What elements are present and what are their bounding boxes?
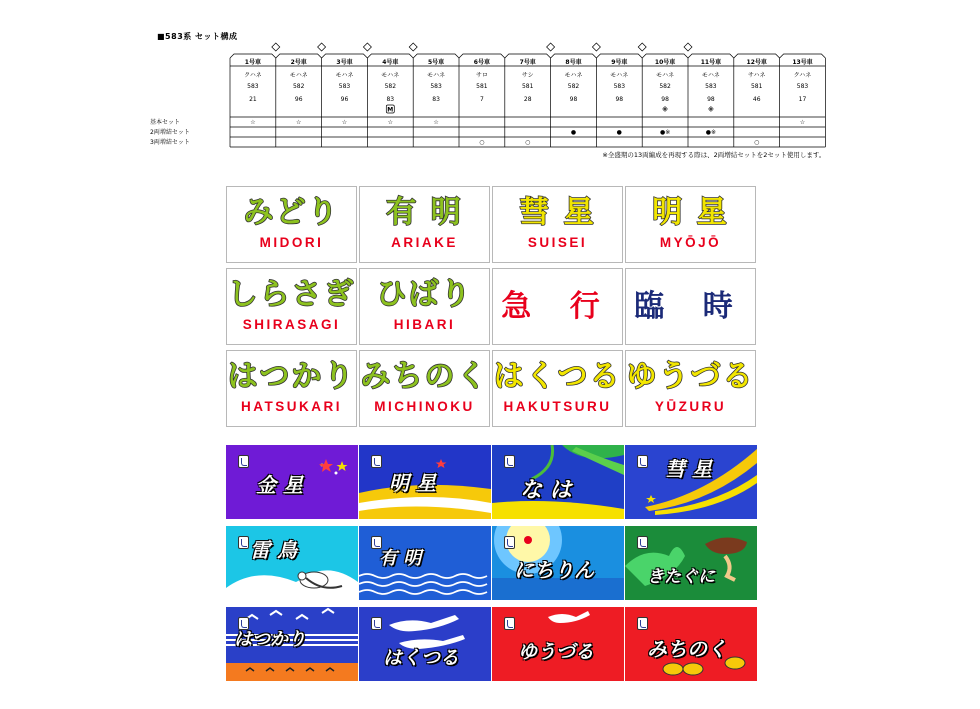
car-type: サハネ xyxy=(747,72,766,79)
coupler-mark xyxy=(592,43,600,51)
name-board-romaji: HAKUTSURU xyxy=(503,399,612,414)
name-board-romaji: YŪZURU xyxy=(654,399,727,414)
car-serial: 98 xyxy=(615,96,624,103)
car-number: 12号車 xyxy=(746,59,767,66)
set-mark: ☆ xyxy=(341,119,348,126)
car-type: モハネ xyxy=(610,72,629,79)
headmark-title: な は xyxy=(520,478,572,503)
car-type: モハネ xyxy=(289,72,308,79)
car-serial: 98 xyxy=(661,96,669,103)
headmark xyxy=(226,445,358,519)
car-header-outline xyxy=(551,54,597,58)
name-board xyxy=(492,186,623,263)
name-boards-grid xyxy=(226,186,758,426)
car-type: モハネ xyxy=(427,72,446,79)
name-board-japanese: ひばり xyxy=(376,277,473,312)
car-series: 582 xyxy=(384,83,397,90)
car-number: 5号車 xyxy=(428,59,445,66)
headmark-title: 彗 星 xyxy=(665,457,712,481)
car-type: クハネ xyxy=(793,72,812,79)
name-board-japanese: ゆうづる xyxy=(626,359,755,394)
name-board-romaji: HIBARI xyxy=(393,317,456,332)
name-board xyxy=(226,186,357,263)
car-number: 9号車 xyxy=(611,59,628,66)
coupler-mark xyxy=(684,43,692,51)
car-series: 582 xyxy=(292,83,305,90)
car-serial: 98 xyxy=(569,96,578,103)
headmark-title: 明 星 xyxy=(389,471,436,495)
car-type: モハネ xyxy=(564,72,583,79)
car-header-outline xyxy=(367,54,413,58)
car-series: 583 xyxy=(247,83,259,90)
car-number: 8号車 xyxy=(565,59,582,66)
jnr-emblem-icon xyxy=(504,617,515,630)
car-type: モハネ xyxy=(701,72,720,79)
jnr-emblem-icon xyxy=(371,455,382,468)
coupler-mark xyxy=(272,43,280,51)
car-serial: 83 xyxy=(386,96,395,103)
name-board-japanese: はくつる xyxy=(493,359,622,394)
car-serial: 21 xyxy=(249,96,257,103)
name-board-japanese: 明 星 xyxy=(652,195,729,230)
name-board xyxy=(226,268,357,345)
set-mark: ☆ xyxy=(296,119,302,126)
headmark xyxy=(492,445,624,519)
headmark-title: にちりん xyxy=(514,558,594,582)
car-serial: 28 xyxy=(523,96,532,103)
set-label: 3両増結セット xyxy=(150,139,190,146)
car-number: 7号車 xyxy=(519,59,536,66)
name-board-romaji: HATSUKARI xyxy=(241,399,342,414)
headmark xyxy=(492,526,624,600)
jnr-emblem-icon xyxy=(238,455,249,468)
car-header-outline xyxy=(780,54,826,58)
jnr-emblem-icon xyxy=(637,455,648,468)
headmark xyxy=(625,526,757,600)
name-board xyxy=(625,350,756,427)
set-mark: ☆ xyxy=(433,119,439,126)
name-board-romaji: MYŌJŌ xyxy=(659,235,722,250)
name-board-japanese: みどり xyxy=(243,195,340,230)
car-type: サシ xyxy=(521,72,534,79)
car-header-outline xyxy=(596,54,642,58)
set-label: 2両増結セット xyxy=(150,129,190,136)
headmark xyxy=(359,607,491,681)
name-board xyxy=(492,350,623,427)
name-board xyxy=(492,268,623,345)
car-serial: 96 xyxy=(340,96,349,103)
set-mark: ○ xyxy=(479,139,485,146)
car-header-outline xyxy=(459,54,505,58)
car-series: 583 xyxy=(430,83,442,90)
car-number: 13号車 xyxy=(792,59,813,66)
car-header-outline xyxy=(505,54,551,58)
set-composition-table xyxy=(148,41,828,166)
set-mark: ●※ xyxy=(659,129,671,136)
name-board xyxy=(625,186,756,263)
name-board-japanese: 臨 時 xyxy=(634,289,747,324)
car-series: 583 xyxy=(338,83,351,90)
car-serial: 17 xyxy=(798,96,807,103)
car-series: 581 xyxy=(750,83,763,90)
car-series: 582 xyxy=(567,83,580,90)
car-number: 4号車 xyxy=(382,59,399,66)
car-number: 3号車 xyxy=(336,59,353,66)
car-note: ※ xyxy=(707,106,714,114)
car-serial: 46 xyxy=(752,96,761,103)
name-board xyxy=(359,350,490,427)
set-label: 基本セット xyxy=(150,119,181,126)
headmark-title: はくつる xyxy=(383,647,460,669)
headmark-title: 金 星 xyxy=(256,473,303,497)
name-board xyxy=(359,186,490,263)
car-number: 1号車 xyxy=(244,59,261,66)
set-mark: ●※ xyxy=(705,129,717,136)
coupler-mark xyxy=(638,43,646,51)
coupler-mark xyxy=(318,43,326,51)
set-mark: ☆ xyxy=(387,119,393,126)
car-series: 583 xyxy=(705,83,717,90)
car-header-outline xyxy=(230,54,276,58)
headmark xyxy=(359,445,491,519)
car-type: モハネ xyxy=(656,72,675,79)
headmark-title: きたぐに xyxy=(647,567,715,587)
set-mark: ○ xyxy=(525,139,531,146)
coupler-mark xyxy=(363,43,371,51)
jnr-emblem-icon xyxy=(371,617,382,630)
page-title: ■583系 セット構成 xyxy=(157,32,238,41)
car-series: 581 xyxy=(476,83,488,90)
name-board-romaji: SHIRASAGI xyxy=(242,317,341,332)
set-mark: ○ xyxy=(754,139,760,146)
car-header-outline xyxy=(322,54,368,58)
car-number: 10号車 xyxy=(654,59,676,66)
car-header-outline xyxy=(734,54,780,58)
name-board xyxy=(625,268,756,345)
name-board-japanese: 急 行 xyxy=(501,289,614,324)
car-serial: 7 xyxy=(479,96,484,103)
set-mark: ● xyxy=(570,129,577,136)
jnr-emblem-icon xyxy=(504,536,515,549)
name-board-romaji: MICHINOKU xyxy=(374,399,475,414)
car-series: 581 xyxy=(521,83,534,90)
car-series: 582 xyxy=(659,83,671,90)
name-board-japanese: しらさぎ xyxy=(227,277,356,312)
jnr-emblem-icon xyxy=(238,536,249,549)
headmark-title: ゆうづる xyxy=(518,641,595,663)
headmark-title: はつかり xyxy=(234,629,306,650)
table-footnote: ※全盛期の13両編成を再現する際は、2両増結セットを2セット使用します。 xyxy=(602,151,826,159)
set-mark: ☆ xyxy=(250,119,256,126)
headmark xyxy=(359,526,491,600)
name-board-romaji: ARIAKE xyxy=(391,235,458,250)
car-note: M xyxy=(387,106,394,114)
car-header-outline xyxy=(413,54,459,58)
jnr-emblem-icon xyxy=(637,536,648,549)
name-board-japanese: はつかり xyxy=(227,359,356,394)
car-serial: 98 xyxy=(707,96,715,103)
headmarks-grid xyxy=(226,445,756,682)
set-mark: ☆ xyxy=(799,119,806,126)
car-serial: 83 xyxy=(432,96,440,103)
name-board-japanese: みちのく xyxy=(360,359,489,394)
name-board-japanese: 彗 星 xyxy=(519,195,596,230)
headmark-title: 雷 鳥 xyxy=(250,538,297,562)
headmark xyxy=(625,607,757,681)
car-type: モハネ xyxy=(381,72,400,79)
name-board-japanese: 有 明 xyxy=(386,195,463,230)
car-type: サロ xyxy=(475,72,488,79)
car-type: モハネ xyxy=(335,72,354,79)
car-series: 583 xyxy=(796,83,809,90)
headmark-title: 有 明 xyxy=(379,548,422,569)
headmark xyxy=(226,526,358,600)
headmark xyxy=(492,607,624,681)
car-number: 11号車 xyxy=(700,59,722,66)
car-note: ※ xyxy=(662,106,669,114)
jnr-emblem-icon xyxy=(504,455,515,468)
name-board-romaji: MIDORI xyxy=(259,235,324,250)
car-number: 2号車 xyxy=(290,59,307,66)
headmark xyxy=(625,445,757,519)
car-header-outline xyxy=(688,54,734,58)
coupler-mark xyxy=(409,43,417,51)
name-board xyxy=(226,350,357,427)
car-number: 6号車 xyxy=(473,59,490,66)
headmark-title: みちのく xyxy=(647,637,727,661)
headmark xyxy=(226,607,358,681)
set-mark: ● xyxy=(616,129,622,136)
car-series: 583 xyxy=(613,83,626,90)
car-header-outline xyxy=(642,54,688,58)
name-board xyxy=(359,268,490,345)
car-serial: 96 xyxy=(294,96,303,103)
car-header-outline xyxy=(276,54,322,58)
jnr-emblem-icon xyxy=(637,617,648,630)
coupler-mark xyxy=(547,43,555,51)
name-board-romaji: SUISEI xyxy=(527,235,588,250)
car-type: クハネ xyxy=(244,72,262,79)
